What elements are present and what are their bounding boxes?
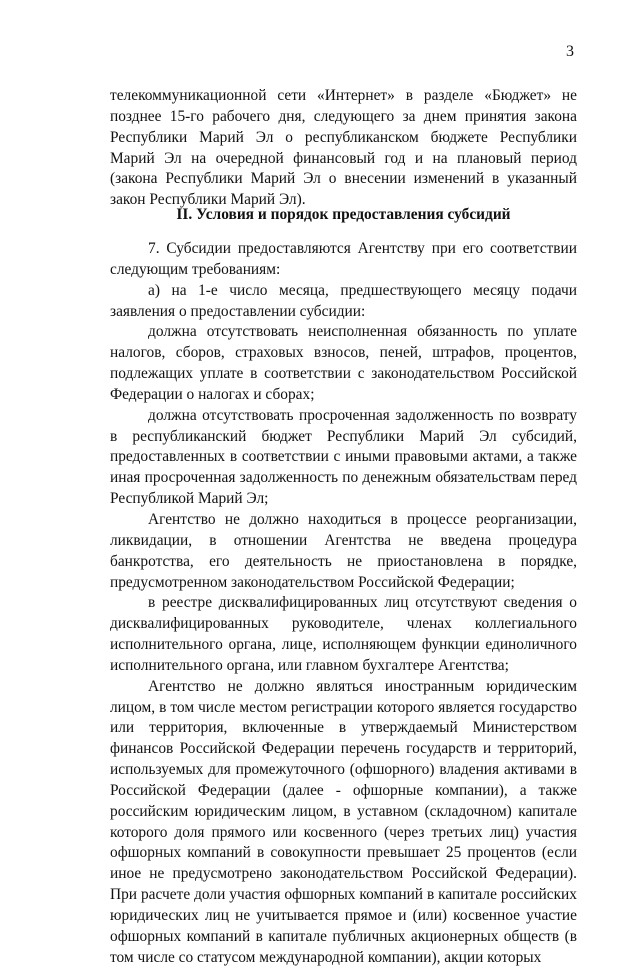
section-body	[110, 239, 577, 969]
paragraph-disqualified: в реестре дисквалифицированных лиц отсутствуют сведения о дисквалифицированных руководителе, членах коллегиального исполнительного органа, лице, исполняющем функции единоличного исполнительного органа, или главном бухгалтере Агентства;	[110, 594, 577, 674]
paragraph-reorganization: Агентство не должно находиться в процессе реорганизации, ликвидации, в отношении Агентства не введена процедура банкротства, его деятельность не приостановлена в порядке, предусмотренном законодательством Российской Федерации;	[110, 510, 577, 591]
intro-paragraph: телекоммуникационной сети «Интернет» в разделе «Бюджет» не позднее 15-го рабочего дня, следующего за днем принятия закона Республики Марий Эл о республиканском бюджете Республики Марий Эл на очередной финансовый год и на плановый период (закона Республики Марий Эл о внесении изменений в указанный закон Республики Марий Эл).	[110, 87, 577, 209]
section-heading: II. Условия и порядок предоставления субсидий	[176, 206, 511, 223]
paragraph-7: 7. Субсидии предоставляются Агентству при его соответствии следующим требованиям:	[110, 240, 577, 278]
page-number: 3	[566, 43, 574, 60]
paragraph-7a: а) на 1-е число месяца, предшествующего месяцу подачи заявления о предоставлении субсидии:	[110, 281, 577, 320]
intro-block	[110, 86, 577, 211]
paragraph-debt: должна отсутствовать просроченная задолженность по возврату в республиканский бюджет Республики Марий Эл субсидий, предоставленных в соответствии с иными правовыми актами, а также иная просроченная задолженность по денежным обязательствам перед Республикой Марий Эл;	[110, 406, 577, 508]
paragraph-taxes: должна отсутствовать неисполненная обязанность по уплате налогов, сборов, страховых взносов, пеней, штрафов, процентов, подлежащих уплате в соответствии с законодательством Российской Федерации о налогах и сборах;	[110, 323, 577, 403]
paragraph-offshore: Агентство не должно являться иностранным юридическим лицом, в том числе местом регистрации которого является государство или территория, включенные в утверждаемый Министерством финансов Российской Федерации перечень государств и территорий, используемых для промежуточного (офшорного) владения активами в Российской Федерации (далее - офшорные компании), а также российским юридическим лицом, в уставном (складочном) капитале которого доля прямого или косвенного (через третьих лиц) участия офшорных компаний в совокупности превышает 25 процентов (если иное не предусмотрено законодательством Российской Федерации). При расчете доли участия офшорных компаний в капитале российских юридических лиц не учитывается прямое и (или) косвенное участие офшорных компаний в капитале публичных акционерных обществ (в том числе со статусом международной компании), акции которых	[110, 677, 577, 966]
